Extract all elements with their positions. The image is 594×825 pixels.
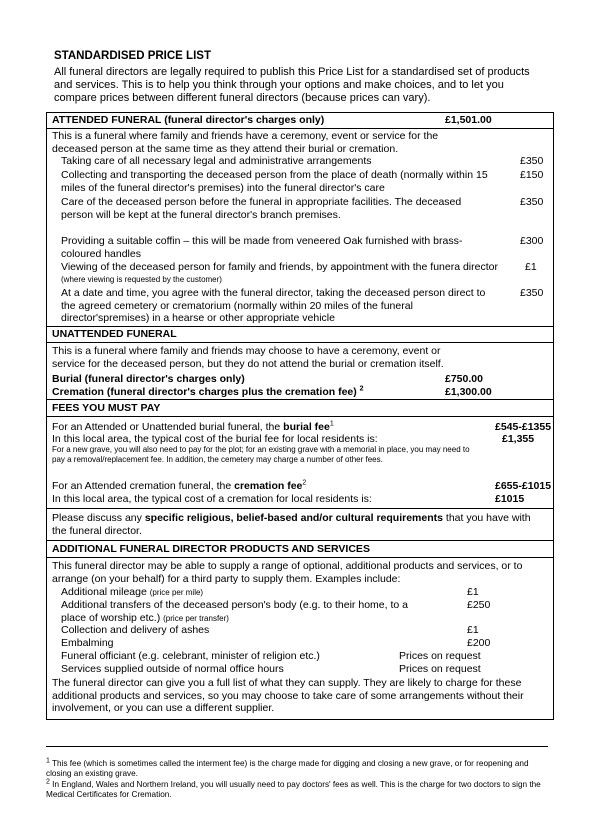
burial-label: Burial (funeral director's charges only) — [52, 373, 245, 385]
attended-item-text: Taking care of all necessary legal and administrative arrangements — [61, 155, 372, 167]
attended-item-note: (where viewing is requested by the customer) — [61, 275, 222, 284]
additional-closing: The funeral director can give you a full list of what they can supply. They are likely to charge for these additional products and services, so you may choose to take care of some arrangements without their involvement, or you can use a different supplier. — [52, 677, 524, 714]
additional-description: This funeral director may be able to supply a range of optional, additional products and services, or to arrange (on your behalf) for a third party to supply them. Examples include: — [52, 560, 523, 585]
cremation-price: £1,300.00 — [445, 386, 492, 398]
additional-heading: ADDITIONAL FUNERAL DIRECTOR PRODUCTS AND SERVICES — [52, 543, 370, 555]
additional-item-price: Prices on request — [399, 663, 481, 675]
burial-local-text: In this local area, the typical cost of the burial fee for local residents is: — [52, 433, 378, 445]
burial-fee-note: For a new grave, you will also need to pay for the plot; for an existing grave with a memorial in place, you may need to pay a removal/replacement fee. In addition, the cemetery may charge a number of other fees. — [52, 445, 470, 464]
additional-item-text: Funeral officiant (e.g. celebrant, minister of religion etc.) — [61, 650, 320, 662]
additional-item-price: £250 — [467, 599, 491, 611]
additional-item-price: £1 — [467, 586, 479, 598]
cremation-label: Cremation (funeral director's charges plus the cremation fee) $^2$ — [52, 385, 364, 398]
discuss-section — [46, 508, 554, 541]
additional-item-price: Prices on request — [399, 650, 481, 662]
unattended-heading: UNATTENDED FUNERAL — [52, 328, 177, 340]
attended-section — [46, 128, 554, 327]
attended-item-price: £1 — [525, 261, 537, 273]
discuss-text: Please discuss any specific religious, belief-based and/or cultural requirements that you have with the funeral director. — [52, 512, 531, 537]
burial-fee-range: £545-£1355 — [495, 421, 552, 433]
attended-total: £1,501.00 — [445, 114, 492, 126]
attended-item-price: £300 — [520, 235, 544, 247]
cremation-local-text: In this local area, the typical cost of a cremation for local residents is: — [52, 493, 372, 505]
attended-item-text: Viewing of the deceased person for family and friends, by appointment with the funera director — [61, 261, 498, 273]
burial-local-price: £1,355 — [502, 433, 535, 445]
attended-item-price: £350 — [520, 196, 544, 208]
cremation-local-price: £1015 — [495, 493, 525, 505]
attended-description: This is a funeral where family and friends have a ceremony, event or service for the deceased person at the same time as they attend their burial or cremation. — [52, 130, 439, 155]
unattended-section — [46, 326, 554, 400]
attended-item-price: £350 — [520, 287, 544, 299]
cremation-fee-line: For an Attended cremation funeral, the cremation fee$^2$ — [52, 479, 307, 492]
intro-text: All funeral directors are legally required to publish this Price List for a standardised set of products and services. This is to help you think through your options and make choices, and to let you compare prices between different funeral directors (because prices can vary). — [54, 66, 530, 104]
additional-item-text: Additional mileage (price per mile) — [61, 586, 204, 598]
additional-item-text: Services supplied outside of normal office hours — [61, 663, 284, 675]
unattended-description: This is a funeral where family and friends may choose to have a ceremony, event or service for the deceased person, but they do not attend the burial or cremation itself. — [52, 345, 444, 370]
attended-heading: ATTENDED FUNERAL (funeral director's charges only) — [52, 114, 325, 126]
attended-item-text: Care of the deceased person before the funeral in appropriate facilities. The deceased person will be kept at the funeral director's branch premises. — [61, 196, 462, 221]
attended-item-text: Providing a suitable coffin – this will be made from veneered Oak furnished with brass-coloured handles — [61, 235, 463, 260]
additional-item-text: Additional transfers of the deceased person's body (e.g. to their home, to a place of worship etc.) (price per transfer) — [61, 599, 408, 624]
attended-item-text: At a date and time, you agree with the funeral director, taking the deceased person direct to the agreed cemetery or crematorium (normally within 20 miles of the funeral director'spremises) in a hearse or other appropriate vehicle — [61, 287, 486, 324]
footnote-1: $^1$ This fee (which is sometimes called the interment fee) is the charge made for digging and closing a new grave, or for reopening and closing an existing grave. — [46, 757, 529, 778]
attended-item-price: £150 — [520, 169, 544, 181]
fees-section — [46, 399, 554, 509]
additional-item-price: £1 — [467, 624, 479, 636]
footnote-divider — [46, 746, 548, 747]
attended-item-price: £350 — [520, 155, 544, 167]
burial-fee-line: For an Attended or Unattended burial funeral, the burial fee$^1$ — [52, 420, 334, 433]
page-title: STANDARDISED PRICE LIST — [54, 50, 211, 62]
footnote-2: $^2$ In England, Wales and Northern Ireland, you will usually need to pay doctors' fees as well. This is the charge for two doctors to sign the Medical Certificates for Cremation. — [46, 778, 541, 799]
attended-heading-box — [46, 112, 554, 129]
burial-price: £750.00 — [445, 373, 483, 385]
attended-item-text: Collecting and transporting the deceased person from the place of death (normally within 15 miles of the funeral director's premises) into the funeral director's care — [61, 169, 488, 194]
additional-section — [46, 540, 554, 720]
additional-item-text: Collection and delivery of ashes — [61, 624, 210, 636]
cremation-fee-range: £655-£1015 — [495, 480, 552, 492]
additional-item-price: £200 — [467, 637, 491, 649]
additional-item-text: Embalming — [61, 637, 114, 649]
fees-heading: FEES YOU MUST PAY — [52, 402, 161, 414]
